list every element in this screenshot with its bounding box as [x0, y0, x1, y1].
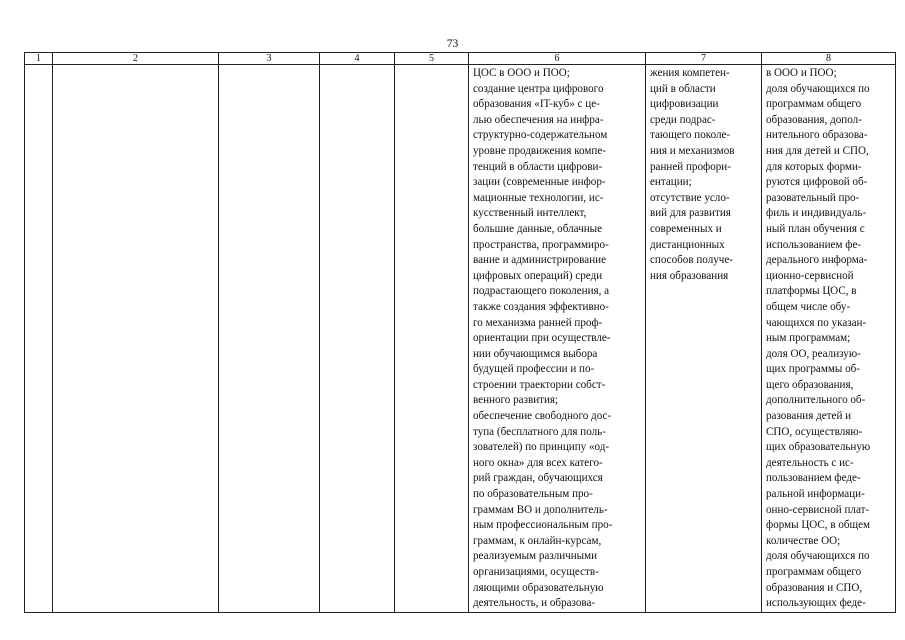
cell-text-line: дистанционных	[650, 238, 725, 251]
cell-text-line: образования «IT-куб» с це-	[473, 98, 600, 111]
cell-col5	[395, 65, 469, 613]
cell-text-line: ранней профори-	[650, 160, 731, 173]
cell-text-line: ния для детей и СПО,	[766, 144, 869, 157]
cell-text-line: вий для развития	[650, 207, 731, 220]
cell-text-line: дерального информа-	[766, 254, 868, 267]
cell-col1	[25, 65, 53, 613]
cell-text-line: пространства, программиро-	[473, 238, 609, 251]
cell-col3	[219, 65, 320, 613]
cell-text-line: разовательный про-	[766, 191, 860, 204]
cell-text-line: нительного образова-	[766, 129, 868, 142]
cell-text-line: щих образовательную	[766, 441, 871, 454]
cell-text-line: ций в области	[650, 82, 716, 95]
cell-text-line: уровне продвижения компе-	[473, 144, 606, 157]
cell-text-line: руются цифровой об-	[766, 176, 868, 189]
cell-text-line: для которых форми-	[766, 160, 862, 173]
cell-text-line: структурно-содержательном	[473, 129, 608, 142]
cell-text-line: ния и механизмов	[650, 144, 735, 157]
cell-text-line: дополнительного об-	[766, 394, 866, 407]
cell-text-line: деятельность с ис-	[766, 456, 854, 469]
cell-text-line: платформы ЦОС, в	[766, 285, 857, 298]
table-row	[25, 65, 896, 613]
cell-text-line: способов получе-	[650, 254, 733, 267]
cell-text-line: разования детей и	[766, 410, 852, 423]
cell-text-line: цифровизации	[650, 98, 719, 111]
cell-text-line: обеспечение свободного дос-	[473, 410, 612, 423]
cell-text-line: в ООО и ПОО;	[766, 67, 837, 79]
cell-text-line: образования и СПО,	[766, 581, 863, 594]
cell-text-line: доля ОО, реализую-	[766, 347, 861, 360]
cell-text-line: граммам ВО и дополнитель-	[473, 503, 608, 516]
cell-text-line: реализуемым различными	[473, 550, 598, 563]
column-number: 2	[53, 53, 219, 65]
cell-text-line: будущей профессии и по-	[473, 363, 595, 376]
cell-col7	[646, 65, 762, 613]
cell-text-line: кусственный интеллект,	[473, 207, 587, 220]
column-number: 6	[469, 53, 646, 65]
column-number: 4	[320, 53, 395, 65]
cell-text-line: граммам, к онлайн-курсам,	[473, 534, 602, 547]
cell-text-line: онно-сервисной плат-	[766, 503, 870, 516]
cell-text-line: тенций в области цифрови-	[473, 160, 603, 173]
cell-text-line: формы ЦОС, в общем	[766, 519, 871, 532]
cell-text-line: доля обучающихся по	[766, 550, 870, 563]
cell-text-line: по образовательным про-	[473, 488, 593, 501]
cell-text-line: ного окна» для всех катего-	[473, 456, 603, 469]
cell-text-line: ным программам;	[766, 332, 851, 345]
cell-col8	[762, 65, 896, 613]
cell-text-line: общем числе обу-	[766, 300, 851, 313]
cell-text-line: пользованием феде-	[766, 472, 861, 485]
cell-text-line: го механизма ранней проф-	[473, 316, 603, 329]
cell-text-line: доля обучающихся по	[766, 82, 870, 95]
cell-text-line: использованием фе-	[766, 238, 862, 251]
cell-col6	[469, 65, 646, 613]
document-table	[24, 52, 896, 613]
cell-text-line: ным профессиональным про-	[473, 519, 613, 532]
cell-text-line: тающего поколе-	[650, 129, 731, 142]
cell-text-line: количестве ОО;	[766, 534, 841, 547]
cell-text-line: деятельность, и образова-	[473, 597, 596, 610]
cell-col4	[320, 65, 395, 613]
cell-text-line: ориентации при осуществле-	[473, 332, 611, 345]
cell-text-line: ентации;	[650, 176, 692, 189]
cell-text-line: организациями, осуществ-	[473, 566, 599, 578]
cell-text-line: использующих феде-	[766, 597, 866, 610]
cell-text-line: щих программы об-	[766, 363, 861, 376]
cell-text-line: рий граждан, обучающихся	[473, 472, 603, 485]
cell-col2	[53, 65, 219, 613]
cell-text-line: большие данные, облачные	[473, 222, 603, 235]
cell-text-line: зации (современные инфор-	[473, 176, 606, 189]
cell-text-line: строении траектории собст-	[473, 378, 606, 391]
column-number-row	[25, 53, 896, 65]
cell-text-line: зователей) по принципу «од-	[473, 441, 610, 454]
column-number: 3	[219, 53, 320, 65]
cell-text-line: подрастающего поколения, а	[473, 285, 610, 298]
cell-text-line: ния образования	[650, 269, 729, 282]
cell-text-line: тупа (бесплатного для поль-	[473, 425, 606, 438]
cell-text-line: лью обеспечения на инфра-	[473, 113, 604, 126]
cell-text-line: программам общего	[766, 98, 862, 111]
cell-text-line: щего образования,	[766, 378, 854, 391]
cell-text-line: ляющими образовательную	[473, 581, 604, 594]
cell-text-line: среди подрас-	[650, 113, 716, 126]
cell-text-line: нии обучающимся выбора	[473, 347, 598, 360]
cell-text-line: СПО, осуществляю-	[766, 425, 863, 438]
cell-text-line: вание и администрирование	[473, 254, 606, 267]
cell-text-line: ральной информаци-	[766, 488, 865, 501]
column-number: 1	[25, 53, 53, 65]
cell-text-line: образования, допол-	[766, 113, 862, 126]
cell-text-line: филь и индивидуаль-	[766, 207, 867, 220]
cell-text-line: ный план обучения с	[766, 222, 865, 235]
cell-text-line: отсутствие усло-	[650, 191, 730, 204]
cell-text-line: также создания эффективно-	[473, 300, 609, 313]
column-number: 5	[395, 53, 469, 65]
cell-text-line: венного развития;	[473, 394, 559, 407]
cell-text-line: мационные технологии, ис-	[473, 191, 604, 204]
cell-text-line: современных и	[650, 222, 722, 235]
cell-text-line: жения компетен-	[650, 67, 730, 79]
cell-text-line: программам общего	[766, 566, 862, 578]
cell-text-line: чающихся по указан-	[766, 316, 867, 329]
cell-text-line: ЦОС в ООО и ПОО;	[473, 67, 570, 79]
column-number: 8	[762, 53, 896, 65]
cell-text-line: ционно-сервисной	[766, 269, 854, 282]
cell-text-line: цифровых операций) среди	[473, 269, 603, 282]
column-number: 7	[646, 53, 762, 65]
cell-text-line: создание центра цифрового	[473, 82, 604, 95]
page-number: 73	[446, 38, 459, 50]
